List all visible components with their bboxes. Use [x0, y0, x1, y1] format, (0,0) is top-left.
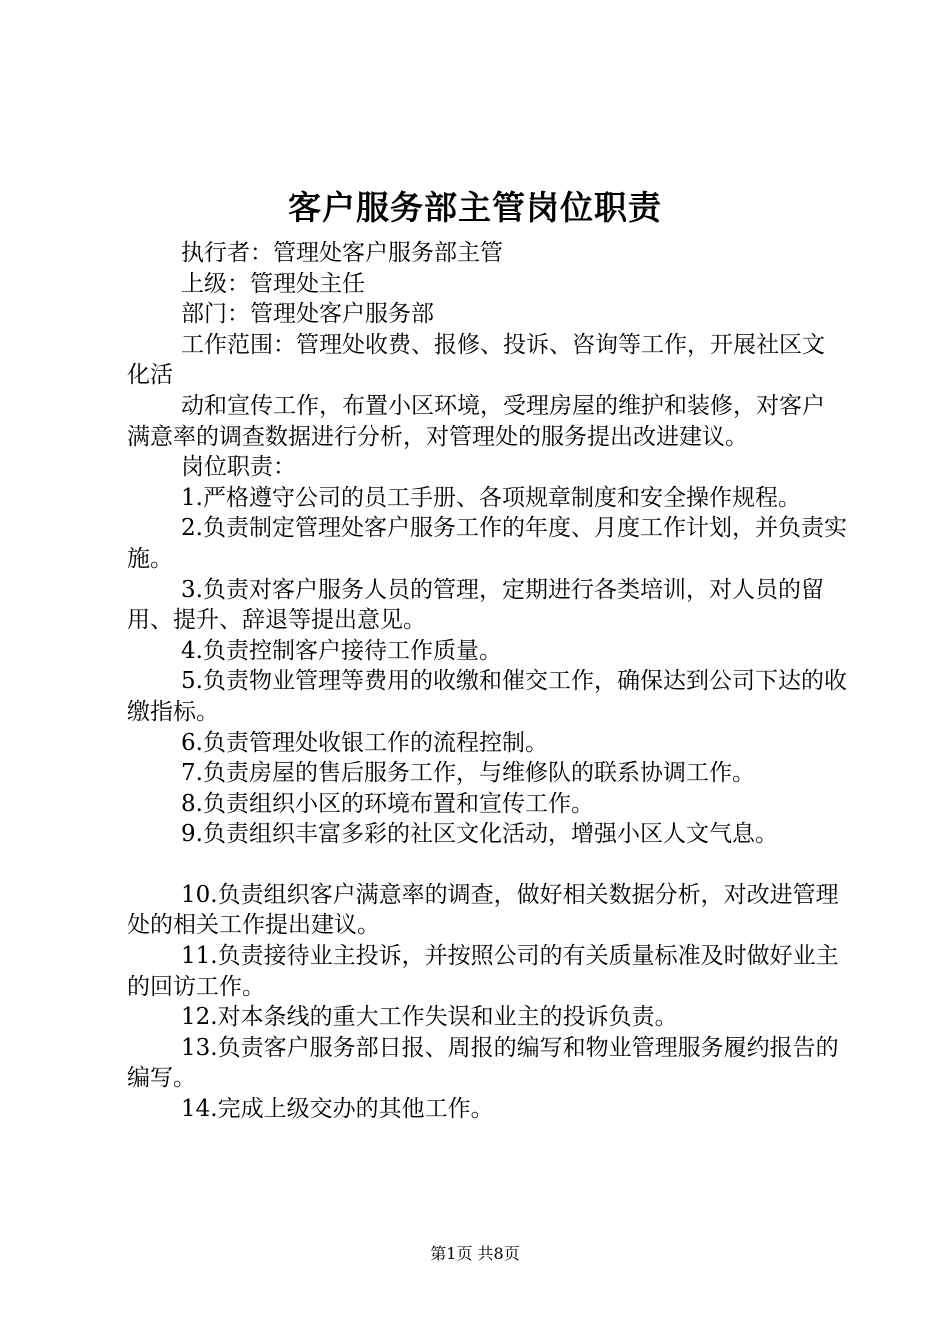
page-footer: 第1页 共8页: [430, 1244, 520, 1263]
duty-item-4: 4.负责控制客户接待工作质量。: [181, 637, 502, 664]
department-line: 部门：管理处客户服务部: [181, 301, 434, 328]
duty-item-5: 5.负责物业管理等费用的收缴和催交工作，确保达到公司下达的收缴指标。: [127, 668, 847, 725]
duty-item-3: 3.负责对客户服务人员的管理，定期进行各类培训，对人员的留用、提升、辞退等提出意见。: [127, 576, 824, 634]
duty-item-7: 7.负责房屋的售后服务工作，与维修队的联系协调工作。: [181, 760, 755, 787]
duties-heading: 岗位职责：: [181, 454, 296, 481]
duty-item-12: 12.对本条线的重大工作失误和业主的投诉负责。: [181, 1004, 678, 1031]
duty-item-2: 2.负责制定管理处客户服务工作的年度、月度工作计划，并负责实施。: [127, 515, 847, 572]
duty-item-9: 9.负责组织丰富多彩的社区文化活动，增强小区人文气息。: [181, 821, 778, 848]
duty-item-8: 8.负责组织小区的环境布置和宣传工作。: [181, 790, 594, 817]
work-scope-continued: 动和宣传工作，布置小区环境，受理房屋的维护和装修，对客户满意率的调查数据进行分析，对管理处的服务提出改进建议。: [127, 392, 825, 450]
duty-item-10: 10.负责组织客户满意率的调查，做好相关数据分析，对改进管理处的相关工作提出建议。: [127, 881, 839, 939]
duty-item-13: 13.负责客户服务部日报、周报的编写和物业管理服务履约报告的编写。: [127, 1034, 839, 1092]
executor-line: 执行者：管理处客户服务部主管: [181, 240, 503, 266]
work-scope-line: 工作范围：管理处收费、报修、投诉、咨询等工作，开展社区文化活: [127, 331, 825, 389]
superior-line: 上级：管理处主任: [181, 270, 365, 297]
duty-item-6: 6.负责管理处收银工作的流程控制。: [181, 729, 548, 756]
duty-item-14: 14.完成上级交办的其他工作。: [181, 1096, 494, 1123]
duty-item-1: 1.严格遵守公司的员工手册、各项规章制度和安全操作规程。: [181, 484, 801, 511]
duty-item-11: 11.负责接待业主投诉，并按照公司的有关质量标准及时做好业主的回访工作。: [127, 943, 839, 1000]
document-body: [127, 238, 847, 1125]
document-title: 客户服务部主管岗位职责: [288, 188, 662, 227]
